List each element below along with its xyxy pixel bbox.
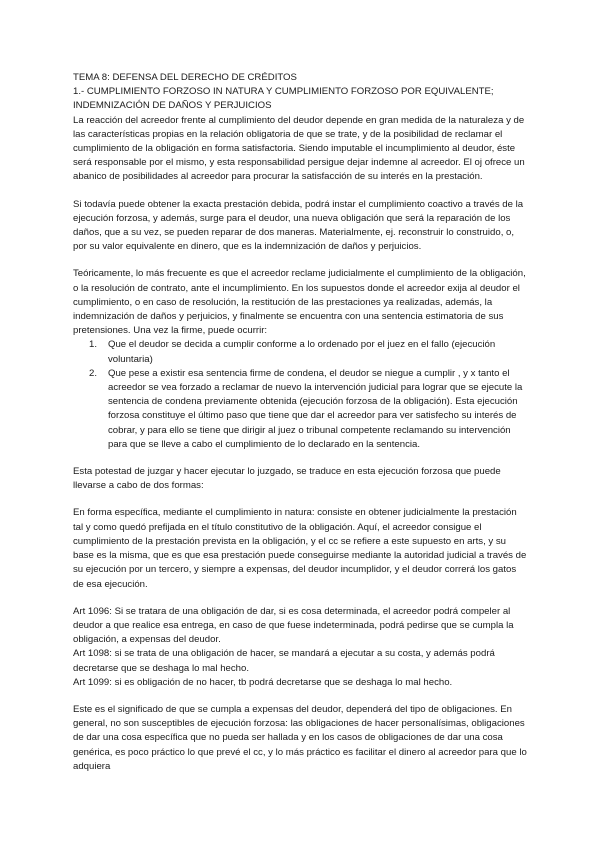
paragraph: En forma específica, mediante el cumplimiento in natura: consiste en obtener judicialmente la prestación tal y como quedó prefijada en el título constitutivo de la obligación. Aquí, el acreedor consigue el cumplimiento de la prestación prevista en la obligación, y el cc se refiere a este supuesto en arts, y su base es la misma, que es que esa prestación puede conseguirse mediante la autoridad judicial a través de su ejecución por un tercero, y siempre a expensas, del deudor incumplidor, y el deudor correrá los gatos de esa ejecución. xyxy=(73,507,527,590)
numbered-list xyxy=(73,338,529,452)
paragraph: Si todavía puede obtener la exacta prestación debida, podrá instar el cumplimiento coactivo a través de la ejecución forzosa, y además, surge para el deudor, una nueva obligación que será la reparación de los daños, que a su vez, se pueden reparar de dos maneras. Materialmente, ej. reconstruir lo construido, o, por su valor equivalente en dinero, que es la indemnización de daños y perjuicios. xyxy=(73,198,524,253)
list-number: 2. xyxy=(89,367,98,379)
document-title: TEMA 8: DEFENSA DEL DERECHO DE CRÉDITOS xyxy=(73,72,297,83)
paragraph: Esta potestad de juzgar y hacer ejecutar lo juzgado, se traduce en esta ejecución forzosa que puede llevarse a cabo de dos formas: xyxy=(73,466,501,492)
spacer xyxy=(73,254,529,267)
list-item-text: Que pese a existir esa sentencia firme de condena, el deudor se niegue a cumplir , y x tanto el acreedor se vea forzado a reclamar de nuevo la intervención judicial para lograr que se ejecute la sentencia de condena previamente obtenida (ejecución forzosa de la obligación). Esta ejecución forzosa constituye el último paso que tiene que dar el acreedor para ver satisfecho su interés de cobrar, y para ello se tiene que dirigir al juez o tribunal competente reclamando su intervención para que se lleve a cabo el cumplimiento de lo declarado en la sentencia. xyxy=(108,367,523,450)
article-1099: Art 1099: si es obligación de no hacer, tb podrá decretarse que se deshaga lo mal hecho. xyxy=(73,676,453,688)
list-number: 1. xyxy=(89,339,98,351)
spacer xyxy=(73,185,529,198)
spacer xyxy=(73,592,529,605)
spacer xyxy=(73,452,529,465)
article-1096: Art 1096: Si se tratara de una obligación de dar, si es cosa determinada, el acreedor podrá compeler al deudor a que realice esa entrega, en caso de que fuese indeterminada, podrá pedirse que se cumpla la obligación, a expensas del deudor. xyxy=(73,605,514,646)
paragraph: Teóricamente, lo más frecuente es que el acreedor reclame judicialmente el cumplimiento de la obligación, o la resolución de contrato, ante el incumplimiento. En los supuestos donde el acreedor exija al deudor el cumplimiento, o en caso de resolución, la restitución de las prestaciones ya realizadas, además, la indemnización de daños y perjuicios, y finalmente se encuentra con una sentencia estimatoria de sus pretensiones. Una vez la firme, puede ocurrir: xyxy=(73,268,526,337)
document-body xyxy=(73,71,529,774)
spacer xyxy=(73,690,529,703)
paragraph: Este es el significado de que se cumpla a expensas del deudor, dependerá del tipo de obligaciones. En general, no son susceptibles de ejecución forzosa: las obligaciones de hacer personalísimas, obligaciones de dar una cosa específica que no pueda ser hallada y en los casos de obligaciones de dar una cosa genérica, es poco práctico lo que prevé el cc, y lo más práctico es facilitar el dinero al acreedor para que lo adquiera xyxy=(73,703,527,772)
section-heading: 1.- CUMPLIMIENTO FORZOSO IN NATURA Y CUMPLIMIENTO FORZOSO POR EQUIVALENTE; INDEMNIZACIÓN DE DAÑOS Y PERJUICIOS xyxy=(73,86,494,112)
article-1098: Art 1098: si se trata de una obligación de hacer, se mandará a ejecutar a su costa, y además podrá decretarse que se deshaga lo mal hecho. xyxy=(73,648,495,674)
spacer xyxy=(73,493,529,506)
paragraph: La reacción del acreedor frente al cumplimiento del deudor depende en gran medida de la naturaleza y de las características propias en la relación obligatoria de que se trate, y de la posibilidad de reclamar el cumplimiento de la obligación en forma satisfactoria. Siendo imputable el incumplimiento al deudor, éste será responsable por el mismo, y esta responsabilidad persigue dejar indemne al acreedor. El oj ofrece un abanico de posibilidades al acreedor para procurar la satisfacción de su interés en la prestación. xyxy=(73,114,525,183)
list-item-text: Que el deudor se decida a cumplir conforme a lo ordenado por el juez en el fallo (ejecución voluntaria) xyxy=(108,339,496,365)
list-item xyxy=(73,338,529,366)
list-item xyxy=(73,367,529,452)
